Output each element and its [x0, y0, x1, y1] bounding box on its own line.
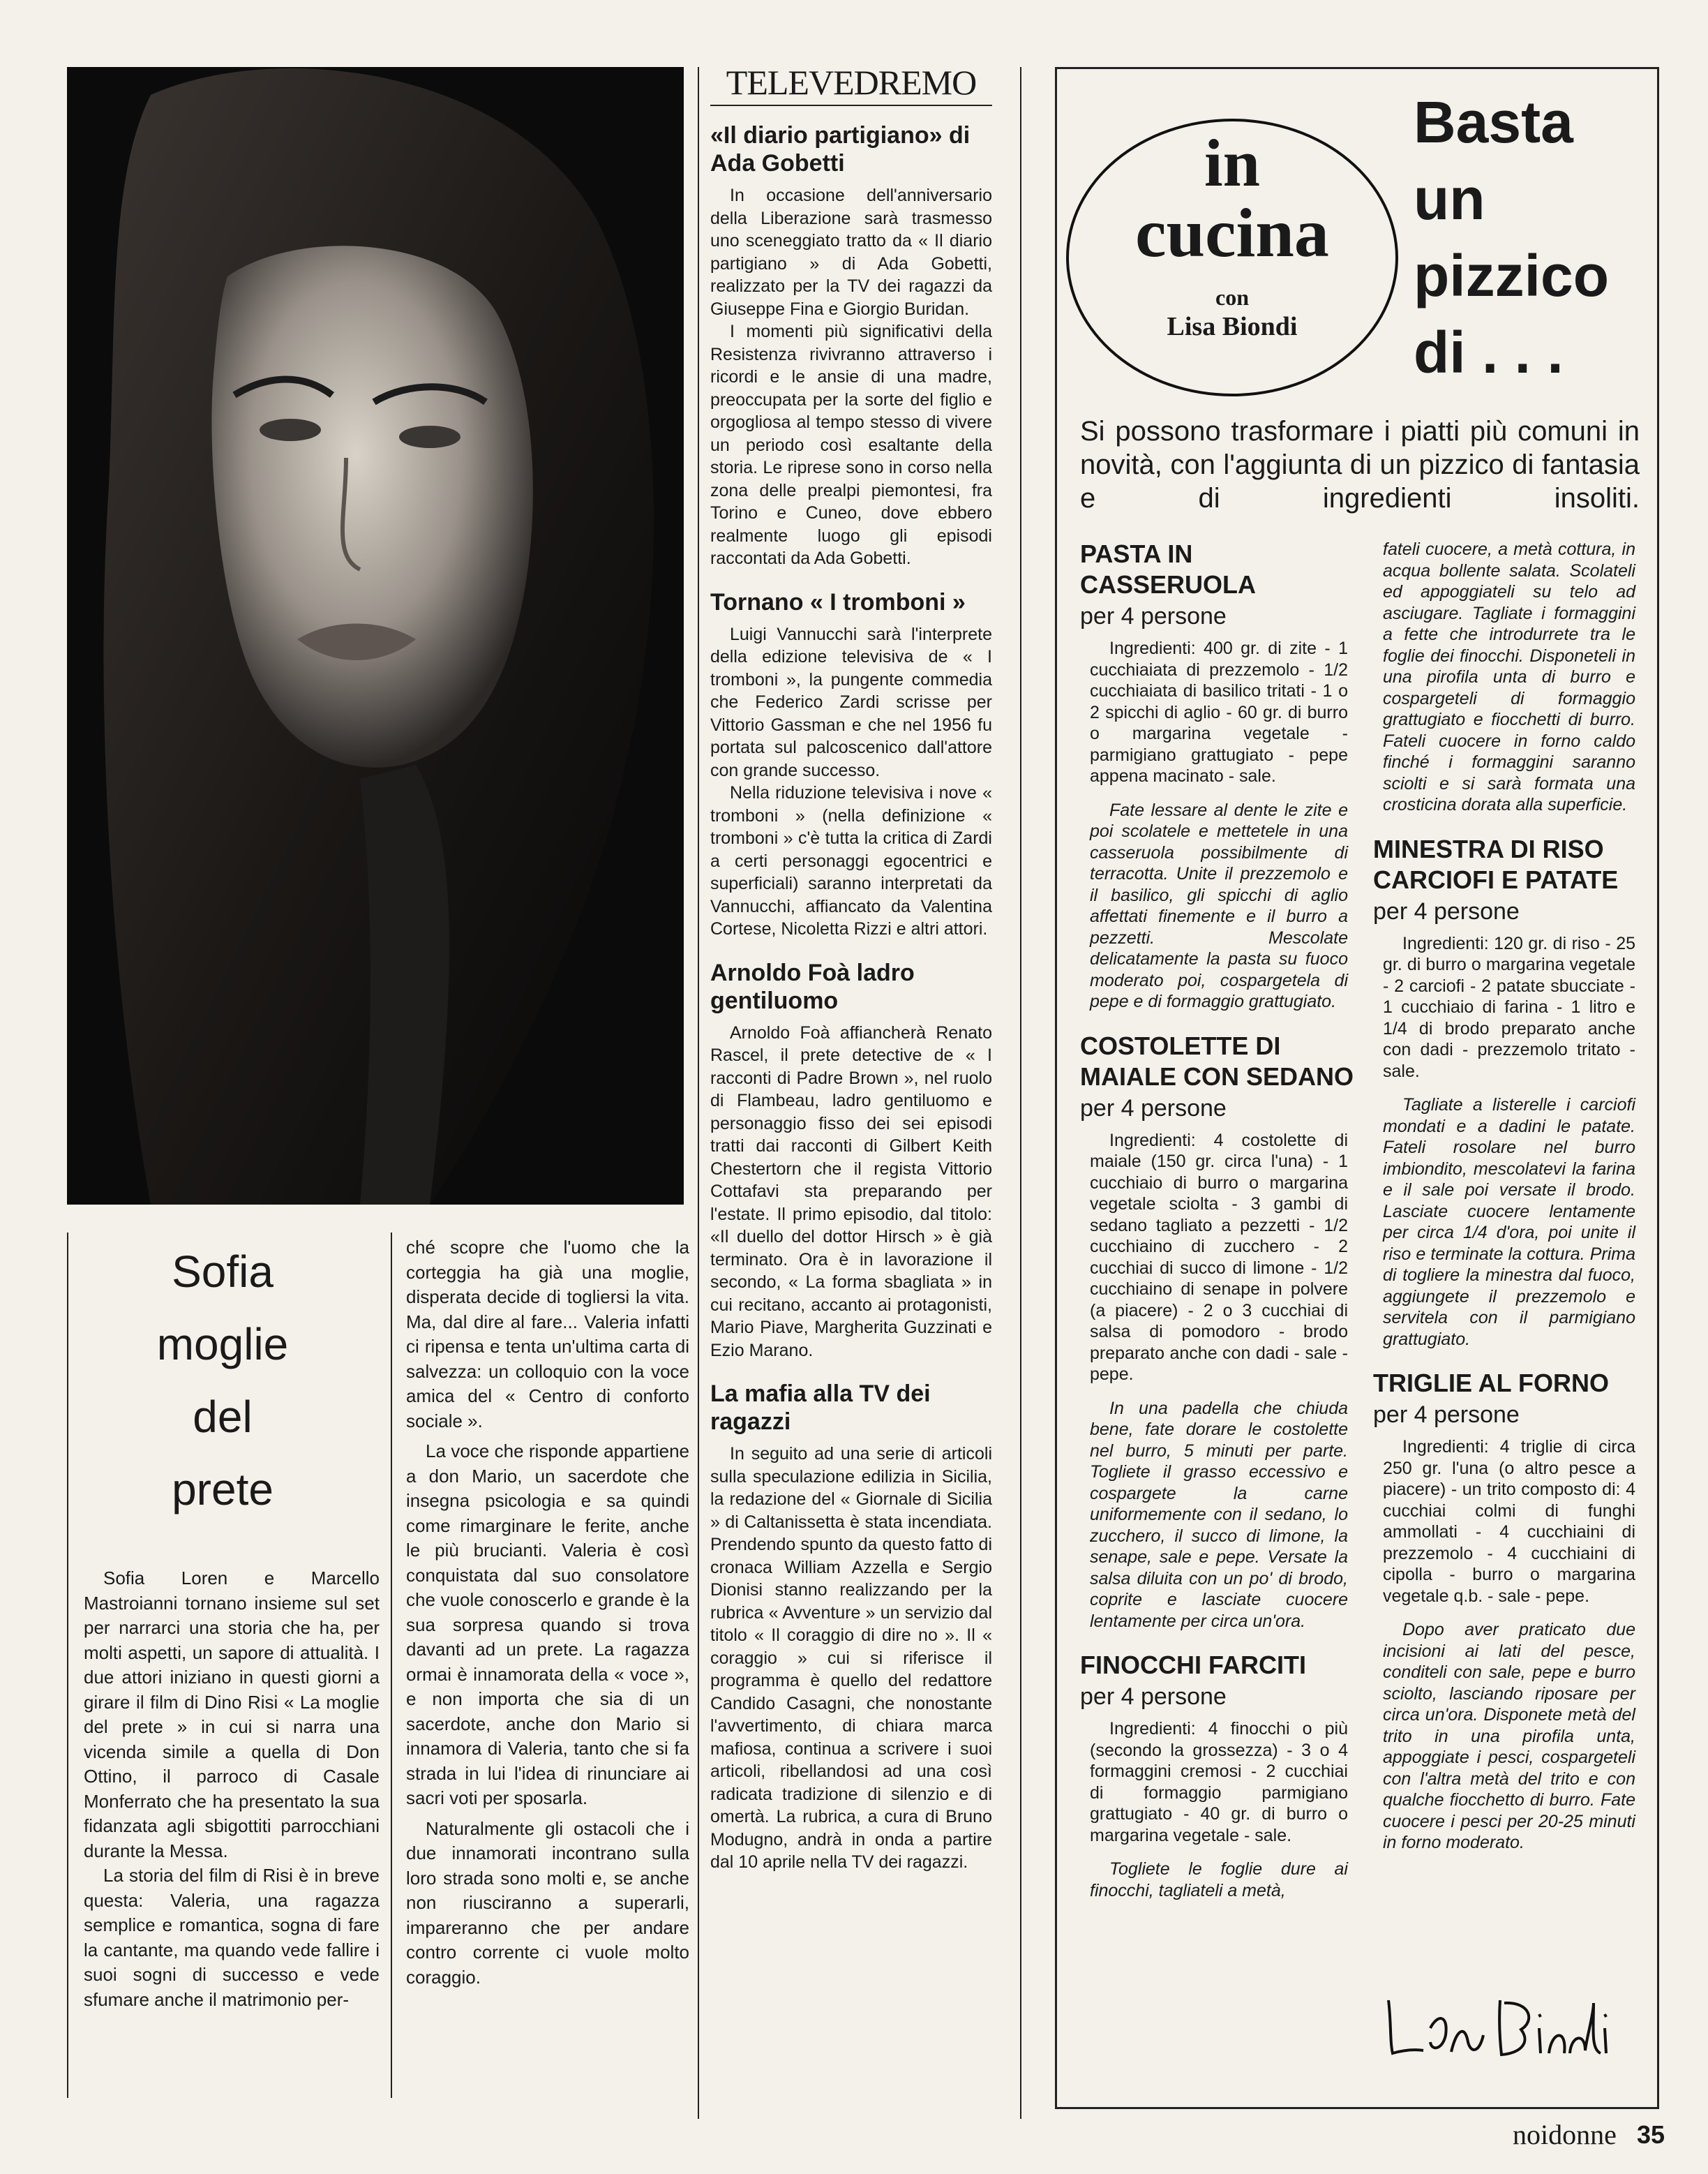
recipe-ingredients: Ingredienti: 4 triglie di circa 250 gr. l'una (o altro pesce a piacere) - un trito composto di: 4 cucchiai colmi di funghi ammollati - 4 cucchiaini di prezzemolo - 4 cucchiaini di cipolla - burro o margarina vegetale q.b. - sale - pepe.: [1383, 1437, 1635, 1606]
sofia-column-2: [406, 1235, 689, 1990]
recipe: [1373, 1368, 1641, 1854]
paragraph: La voce che risponde appartiene a don Mario, un sacerdote che insegna psicologia e sa quindi come rimarginare le ferite, anche le più brucianti. Valeria è così conquistata dal suo consolatore che vuole conoscerlo e grande è la sua sorpresa quando si trova davanti ad un prete. La ragazza ormai è innamorata della « voce », e non importa che sia di un sacerdote, anche don Mario si innamora di Valeria, tanto che si fa strada in lui l'idea di rinunciare ai sacri voti per sposarla.: [406, 1440, 689, 1808]
paragraph: Naturalmente gli ostacoli che i due innamorati incontrano sulla loro strada sono molti e, se anche non riusciranno a superarli, impareranno che per andare contro corrente ci vuole molto coraggio.: [406, 1817, 689, 1988]
tv-article-headline: La mafia alla TV dei ragazzi: [710, 1380, 931, 1435]
headline-line: un: [1414, 166, 1485, 232]
recipe-ingredients: Ingredienti: 120 gr. di riso - 25 gr. di burro o margarina vegetale - 2 carciofi - 2 patate sbucciate - 1 cucchiaio di farina - 1 litro e 1/4 di brodo preparato anche con dadi - prezzemolo tritato - sale.: [1383, 933, 1635, 1081]
paragraph: La storia del film di Risi è in breve questa: Valeria, una ragazza semplice e romantica, sogna di fare la cantante, ma quando vede fallire i suoi sogni di successo e vede sfumare anche il matrimonio per-: [84, 1865, 380, 2010]
sofia-column-rule: [391, 1233, 392, 2098]
recipe-method: Togliete le foglie dure ai finocchi, tagliateli a metà,: [1090, 1859, 1348, 1900]
portrait-image: [67, 67, 684, 1205]
tv-article: [710, 959, 992, 1362]
recipe-servings: per 4 persone: [1373, 1401, 1520, 1428]
recipe-method: Fate lessare al dente le zite e poi scolatele e mettetele in una casseruola possibilmente di terracotta. Unite il prezzemolo e il basilico, gli spicchi di aglio affettati finemente e il burro a pezzetti. Mescolate delicatamente la pasta su fuoco moderato poi, cospargetela di pepe e di formaggio grattugiato.: [1090, 800, 1348, 1011]
recipe-method: Tagliate a listerelle i carciofi mondati e a dadini le patate. Fateli rosolare nel burro imbiondito, mescolatevi la farina e il sale poi versate il brodo. Lasciate cuocere lentamente per circa 1/4 d'ora, poi unite il riso e terminate la cottura. Prima di togliere la minestra dal fuoco, aggiungete il prezzemolo e servitela con il parmigiano grattugiato.: [1383, 1095, 1635, 1349]
recipe-servings: per 4 persone: [1373, 898, 1520, 925]
headline-line: del: [193, 1392, 253, 1442]
recipe: [1080, 539, 1354, 1013]
recipe: [1373, 834, 1641, 1350]
tv-article: [710, 121, 992, 570]
column-rule-right: [1020, 67, 1021, 2119]
tv-article-headline: Tornano « I tromboni »: [710, 588, 966, 616]
recipe: [1080, 1031, 1354, 1632]
column-rule-left: [698, 67, 699, 2119]
paragraph: Sofia Loren e Marcello Mastroianni tornano insieme sul set per narrarci una storia che ha, per molti aspetti, un sapore di attualità. I due attori iniziano in questi giorni a girare il film di Dino Risi « La moglie del prete » in cui si narra una vicenda simile a quella di Don Ottino, il parroco di Casale Monferrato che ha presentato la sua fidanzata agli sbigottiti parrocchiani durante la Messa.: [84, 1568, 380, 1861]
televedremo-column: [710, 63, 992, 1874]
page-number: 35: [1637, 2120, 1665, 2149]
tv-article-body: [710, 184, 992, 570]
recipe-servings: per 4 persone: [1080, 1683, 1227, 1710]
paragraph: I momenti più significativi della Resistenza rivivranno attraverso i ricordi e le ansie di una madre, preoccupata per la sorte del figlio e orgogliosa al tempo stesso di vivere un periodo così esaltante della storia. Le riprese sono in corso nella zona delle prealpi piemontesi, fra Torino e Cuneo, dove ebbero realmente luogo gli episodi raccontati da Ada Gobetti.: [710, 322, 992, 568]
recipes-column-1: [1080, 539, 1354, 1919]
sofia-column-1: [84, 1566, 380, 2012]
recipe-title: FINOCCHI FARCITI: [1080, 1651, 1306, 1679]
recipe-ingredients: Ingredienti: 4 finocchi o più (secondo la grossezza) - 3 o 4 formaggini cremosi - 2 cucchiai di formaggio parmigiano grattugiato - 40 gr. di burro o margarina vegetale - sale.: [1090, 1719, 1348, 1845]
paragraph: Nella riduzione televisiva i nove « tromboni » (nella definizione « tromboni » c'è tutta la critica di Zardi a certi personaggi egocentrici e superficiali) saranno interpretati da Vannucchi, affiancato da Valentina Cortese, Nicoletta Rizzi e altri attori.: [710, 783, 992, 939]
recipe-ingredients: Ingredienti: 4 costolette di maiale (150 gr. circa l'una) - 1 cucchiaio di burro o margarina vegetale sciolta - 3 gambi di sedano tagliato a pezzetti - 1/2 cucchiaino di zucchero - 2 cucchiai di succo di limone - 1/2 cucchiaino di senape in polvere (a piacere) - 2 o 3 cucchiai di salsa di pomodoro - brodo preparato anche con dadi - sale - pepe.: [1090, 1130, 1348, 1384]
recipe: [1080, 1650, 1354, 1901]
recipe-continuation: [1373, 539, 1641, 816]
paragraph: Arnoldo Foà affiancherà Renato Rascel, il prete detective de « I racconti di Padre Brown », nel ruolo di Flambeau, ladro gentiluomo e personaggio fisso dei sei episodi tratti dai racconti di Gilbert Keith Chestertorn che il regista Vittorio Cottafavi sta preparando per l'estate. Il primo episodio, dal titolo: «Il duello del dottor Hirsch » è già terminato. Ora è in lavorazione il secondo, « La forma sbagliata » in cui recitano, accanto ai protagonisti, Mario Piave, Margherita Guzzinati e Ezio Marano.: [710, 1022, 992, 1360]
sofia-headline: [67, 1235, 378, 1526]
headline-line: di . . .: [1414, 320, 1564, 385]
recipe-servings: per 4 persone: [1080, 603, 1227, 630]
recipes-column-2: [1373, 539, 1641, 1872]
recipe-title: COSTOLETTE DI MAIALE CON SEDANO: [1080, 1031, 1354, 1091]
tv-article-body: [710, 1443, 992, 1874]
signature-image: [1381, 1986, 1619, 2063]
tv-article-body: [710, 1022, 992, 1362]
recipe-title: TRIGLIE AL FORNO: [1373, 1369, 1609, 1397]
section-title-rule: [710, 105, 992, 106]
tv-article: [710, 1380, 992, 1874]
badge-author: Lisa Biondi: [1167, 312, 1298, 341]
magazine-name: noidonne: [1513, 2119, 1617, 2150]
headline-line: pizzico: [1414, 243, 1610, 308]
recipe-servings: per 4 persone: [1080, 1094, 1227, 1122]
badge-line-cucina: cucina: [1135, 194, 1329, 271]
recipe-ingredients: Ingredienti: 400 gr. di zite - 1 cucchiaiata di prezzemolo - 1/2 cucchiaiata di basilico tritati - 1 o 2 spicchi di aglio - 60 gr. di burro o margarina vegetale - parmigiano grattugiato - pepe appena macinato - sale.: [1090, 639, 1348, 786]
badge-line-con: con: [1215, 285, 1249, 310]
badge-line-in: in: [1204, 126, 1261, 200]
paragraph: In seguito ad una serie di articoli sulla speculazione edilizia in Sicilia, la redazione del « Giornale di Sicilia » di Caltanissetta è stata incendiata. Prendendo spunto da questo fatto di cronaca William Azzella e Sergio Dionisi stanno realizzando per la rubrica « Avventure » un servizio dal titolo « Il coraggio di dire no ». Il « coraggio » cui si riferisce il programma è quello del redattore Candido Casagni, che nonostante l'avvertimento, di chiara marca mafiosa, continua a scrivere i suoi articoli, ribellandosi ad una così radicata tradizione di silenzio e di omertà. La rubrica, a cura di Bruno Modugno, andrà in onda a partire dal 10 aprile nella TV dei ragazzi.: [710, 1444, 992, 1872]
recipe-title: MINESTRA DI RISO CARCIOFI E PATATE: [1373, 834, 1619, 894]
cucina-headline: [1414, 84, 1651, 391]
tv-article-body: [710, 623, 992, 941]
tv-article: [710, 588, 992, 941]
paragraph: Luigi Vannucchi sarà l'interprete della edizione televisiva de « I tromboni », la pungente commedia che Federico Zardi scrisse per Vittorio Gassman e che nel 1956 fu portata sul palcoscenico dall'attore con grande successo.: [710, 624, 992, 780]
recipe-method: Dopo aver praticato due incisioni ai lati del pesce, conditeli con sale, pepe e burro sciolto, lasciando riposare per circa un'ora. Disponete metà del trito in una pirofila unta, appoggiate i pesci, cospargeteli con l'altra metà del trito e con qualche fiocchetto di burro. Fate cuocere i pesci per 20-25 minuti in forno moderato.: [1383, 1620, 1635, 1852]
portrait-photo: [67, 67, 684, 1205]
headline-line: moglie: [156, 1319, 289, 1369]
author-signature: [1381, 1986, 1619, 2063]
tv-article-headline: «Il diario partigiano» di Ada Gobetti: [710, 122, 971, 177]
tv-article-headline: Arnoldo Foà ladro gentiluomo: [710, 959, 915, 1014]
recipe-method: In una padella che chiuda bene, fate dorare le costolette nel burro, 5 minuti per parte. Togliete il grasso eccessivo e cospargete la carne uniformemente con il sedano, lo zucchero, il succo di limone, la senape, sale e pepe. Versate la salsa diluita con un po' di brodo, coprite e lasciate cuocere lentamente per circa un'ora.: [1090, 1398, 1348, 1631]
recipe-title: PASTA IN CASSERUOLA: [1080, 539, 1257, 599]
paragraph: ché scopre che l'uomo che la corteggia ha già una moglie, disperata decide di togliersi la vita. Ma, dal dire al fare... Valeria infatti ci ripensa e tenta un'ultima carta di salvezza: un colloquio con la voce amica del « Centro di conforto sociale ».: [406, 1237, 689, 1431]
in-cucina-badge: [1066, 119, 1398, 396]
headline-line: prete: [172, 1464, 274, 1514]
paragraph: In occasione dell'anniversario della Liberazione sarà trasmesso uno sceneggiato tratto da « Il diario partigiano » di Ada Gobetti, realizzato per la TV dei ragazzi da Giuseppe Fina e Giorgio Buridan.: [710, 186, 992, 319]
headline-line: Basta: [1414, 89, 1573, 155]
recipe-method: fateli cuocere, a metà cottura, in acqua bollente salata. Scolateli ed appoggiateli su telo ad asciugare. Tagliate i formaggini a fette che introdurrete tra le foglie dei finocchi. Disponeteli in una pirofila unta di burro e cospargeteli di formaggio grattugiato e fiocchetti di burro. Fateli cuocere in forno caldo finché i formaggini saranno sciolti e si sarà formata una crosticina dorata alla superficie.: [1383, 539, 1635, 814]
headline-line: Sofia: [172, 1246, 274, 1297]
section-title: TELEVEDREMO: [726, 63, 977, 102]
cucina-intro: Si possono trasformare i piatti più comuni in novità, con l'aggiunta di un pizzico di fantasia e di ingredienti insoliti.: [1080, 416, 1640, 514]
